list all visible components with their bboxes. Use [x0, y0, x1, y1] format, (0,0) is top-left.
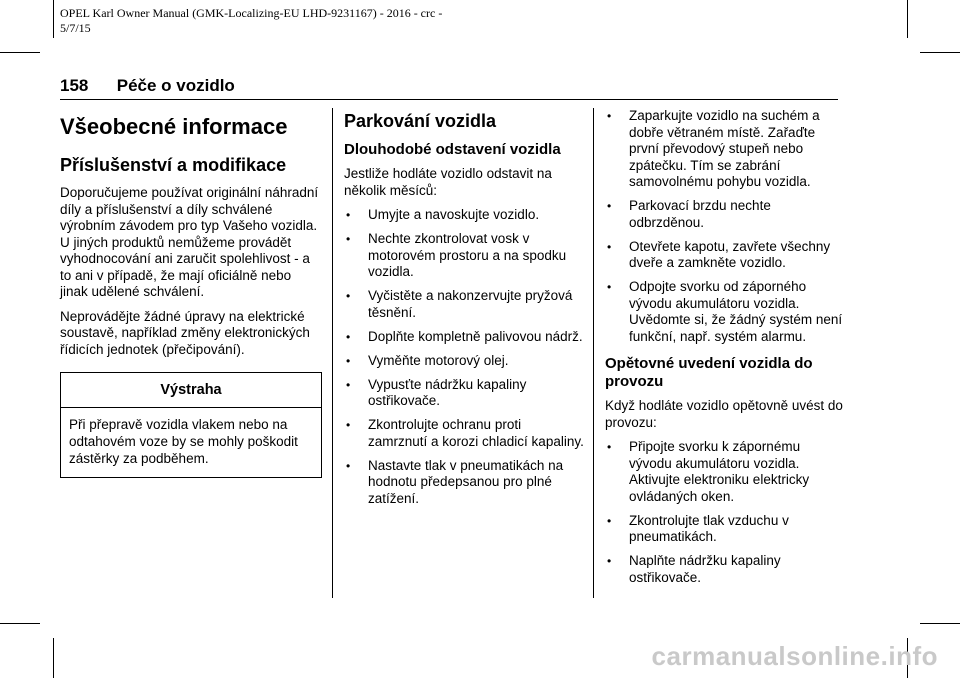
heading-general-info: Všeobecné informace — [60, 114, 288, 139]
print-metadata — [60, 6, 540, 36]
list-item: • Vypusťte nádržku kapaliny ostřikovače. — [344, 377, 584, 410]
list-item: • Otevřete kapotu, zavřete všechny dveře a zamkněte vozidlo. — [605, 239, 845, 272]
column-3 — [605, 108, 845, 594]
return-list — [605, 439, 845, 586]
print-metadata-line: OPEL Karl Owner Manual (GMK-Localizing-EU LHD-9231167) - 2016 - crc - — [60, 6, 443, 20]
warning-title: Výstraha — [61, 373, 321, 408]
paragraph-storage-intro: Jestliže hodláte vozidlo odstavit na několik měsíců: — [344, 166, 552, 198]
list-item: • Zaparkujte vozidlo na suchém a dobře větraném místě. Zařaďte první převodový stupeň nebo zpátečku. Tím se zabrání samovolnému pohybu vozidla. — [605, 108, 845, 191]
list-item: • Parkovací brzdu nechte odbrzděnou. — [605, 198, 845, 231]
storage-list — [344, 207, 584, 507]
list-item: • Odpojte svorku od záporného vývodu akumulátoru vozidla. Uvědomte si, že žádný systém není funkční, např. systém alarmu. — [605, 279, 845, 345]
warning-box — [60, 372, 322, 478]
list-item: • Doplňte kompletně palivovou nádrž. — [344, 329, 584, 346]
crop-mark — [53, 638, 54, 678]
watermark: carmanualsonline.info — [651, 641, 938, 671]
heading-return-to-service: Opětovné uvedení vozidla do provozu — [605, 355, 813, 390]
print-metadata-date: 5/7/15 — [60, 21, 91, 35]
list-item: • Zkontrolujte ochranu proti zamrznutí a korozi chladicí kapaliny. — [344, 417, 584, 450]
list-item: • Připojte svorku k zápornému vývodu akumulátoru vozidla. Aktivujte elektroniku elektricky ovládaných oken. — [605, 439, 845, 505]
paragraph-accessories: Doporučujeme používat originální náhradní díly a příslušenství a díly schválené výrobním závodem pro typ Vašeho vozidla. U jiných produktů nemůžeme provádět vyhodnocování ani zaručit spolehlivost - a to ani v případě, že mají oficiálně nebo jinak udělené schválení. — [60, 185, 319, 299]
storage-list-continued — [605, 108, 845, 345]
heading-long-term-storage: Dlouhodobé odstavení vozidla — [344, 141, 561, 158]
heading-parking: Parkování vozidla — [344, 111, 497, 131]
crop-mark — [0, 52, 40, 53]
list-item: • Naplňte nádržku kapaliny ostřikovače. — [605, 553, 845, 586]
crop-mark — [920, 623, 960, 624]
crop-mark — [920, 52, 960, 53]
heading-accessories: Příslušenství a modifikace — [60, 155, 287, 175]
page-header — [60, 76, 838, 96]
warning-text: Při přepravě vozidla vlakem nebo na odtahovém voze by se mohly poškodit zástěrky za podběhem. — [69, 416, 298, 466]
column-divider — [593, 108, 594, 598]
list-item: • Nastavte tlak v pneumatikách na hodnotu předepsanou pro plné zatížení. — [344, 458, 584, 508]
list-item: • Vyměňte motorový olej. — [344, 353, 584, 370]
list-item: • Umyjte a navoskujte vozidlo. — [344, 207, 584, 224]
crop-mark — [907, 0, 908, 38]
section-title: Péče o vozidlo — [116, 76, 235, 95]
paragraph-modifications: Neprovádějte žádné úpravy na elektrické soustavě, například změny elektronických řídicích jednotek (přečipování). — [60, 308, 310, 357]
paragraph-return-intro: Když hodláte vozidlo opětovně uvést do provozu: — [605, 398, 843, 430]
list-item: • Nechte zkontrolovat vosk v motorovém prostoru a na spodku vozidla. — [344, 231, 584, 281]
column-divider — [332, 108, 333, 598]
header-rule — [60, 99, 838, 100]
column-2 — [344, 108, 584, 515]
list-item: • Zkontrolujte tlak vzduchu v pneumatikách. — [605, 513, 845, 546]
column-1 — [60, 108, 322, 478]
list-item: • Vyčistěte a nakonzervujte pryžová těsnění. — [344, 288, 584, 321]
crop-mark — [0, 623, 40, 624]
page-number: 158 — [60, 76, 89, 95]
crop-mark — [53, 0, 54, 38]
